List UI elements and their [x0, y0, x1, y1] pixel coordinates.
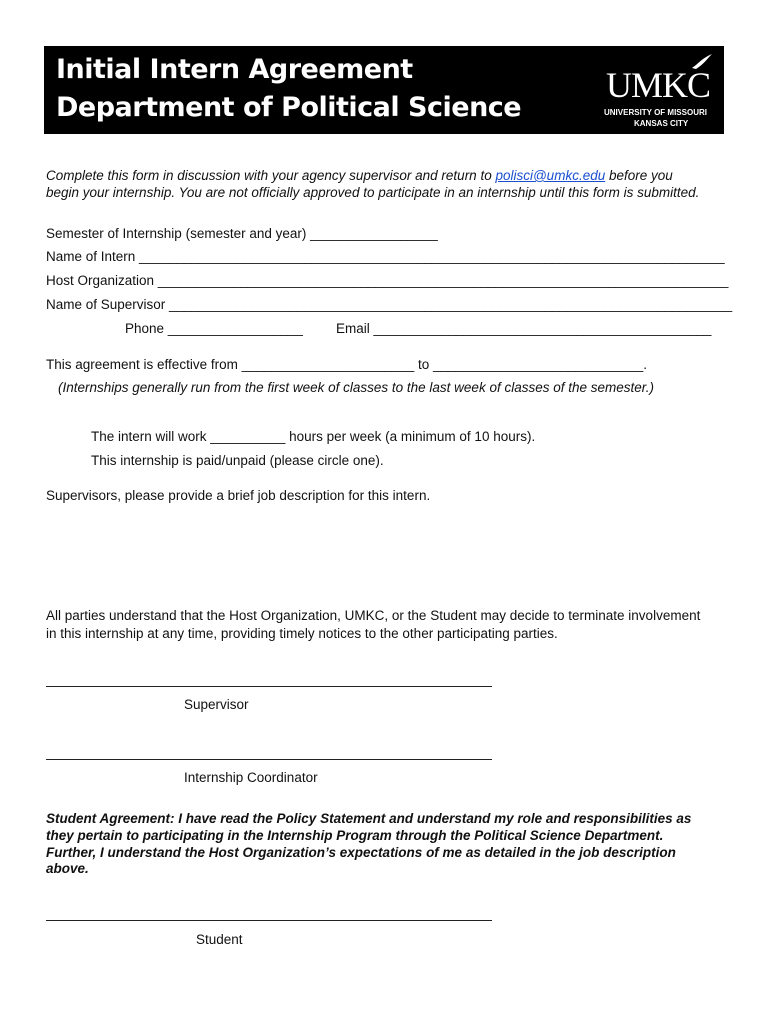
termination-line-2: in this internship at any time, providing timely notices to the other participating parties. [46, 626, 558, 641]
effective-dates-field[interactable]: This agreement is effective from _______________________ to ____________________________. [46, 357, 648, 372]
student-agreement-line-2: they pertain to participating in the Internship Program through the Political Science Department. [46, 828, 664, 843]
student-signature-label: Student [196, 932, 243, 947]
supervisor-name-field[interactable]: Name of Supervisor ___________________________________________________________________________ [46, 297, 733, 312]
logo-subtitle-university: UNIVERSITY OF MISSOURI [604, 108, 707, 117]
student-agreement-line-3: Further, I understand the Host Organization’s expectations of me as detailed in the job description [46, 845, 676, 860]
student-signature-line[interactable] [46, 920, 492, 921]
logo-wordmark: UMKC [606, 65, 711, 105]
supervisor-signature-label: Supervisor [184, 697, 249, 712]
logo-subtitle-city: KANSAS CITY [634, 119, 689, 128]
intro-line-2: begin your internship. You are not officially approved to participate in an internship until this form is submitted. [46, 185, 700, 200]
email-field[interactable]: Email _____________________________________________ [336, 321, 712, 336]
hours-per-week-field[interactable]: The intern will work __________ hours per week (a minimum of 10 hours). [91, 429, 536, 444]
phone-field[interactable]: Phone __________________ [125, 321, 303, 336]
coordinator-signature-label: Internship Coordinator [184, 770, 318, 785]
coordinator-signature-line[interactable] [46, 759, 492, 760]
intern-name-field[interactable]: Name of Intern ______________________________________________________________________________ [46, 249, 725, 264]
intro-line-1: Complete this form in discussion with your agency supervisor and return to polisci@umkc.edu before you [46, 168, 673, 183]
page-title: Initial Intern Agreement [56, 54, 413, 85]
umkc-logo [600, 50, 718, 130]
termination-line-1: All parties understand that the Host Organization, UMKC, or the Student may decide to terminate involvement [46, 608, 701, 623]
job-description-prompt: Supervisors, please provide a brief job description for this intern. [46, 488, 431, 503]
department-title: Department of Political Science [56, 92, 522, 123]
effective-dates-note: (Internships generally run from the first week of classes to the last week of classes of the semester.) [58, 380, 655, 395]
supervisor-signature-line[interactable] [46, 686, 492, 687]
student-agreement-line-4: above. [46, 861, 89, 876]
semester-field[interactable]: Semester of Internship (semester and year) _________________ [46, 226, 438, 241]
header-banner [44, 46, 724, 134]
student-agreement-line-1: Student Agreement: I have read the Policy Statement and understand my role and responsibilities as [46, 811, 692, 826]
paid-unpaid-field[interactable]: This internship is paid/unpaid (please circle one). [91, 453, 384, 468]
email-link[interactable]: polisci@umkc.edu [495, 168, 606, 183]
host-organization-field[interactable]: Host Organization ____________________________________________________________________________ [46, 273, 729, 288]
